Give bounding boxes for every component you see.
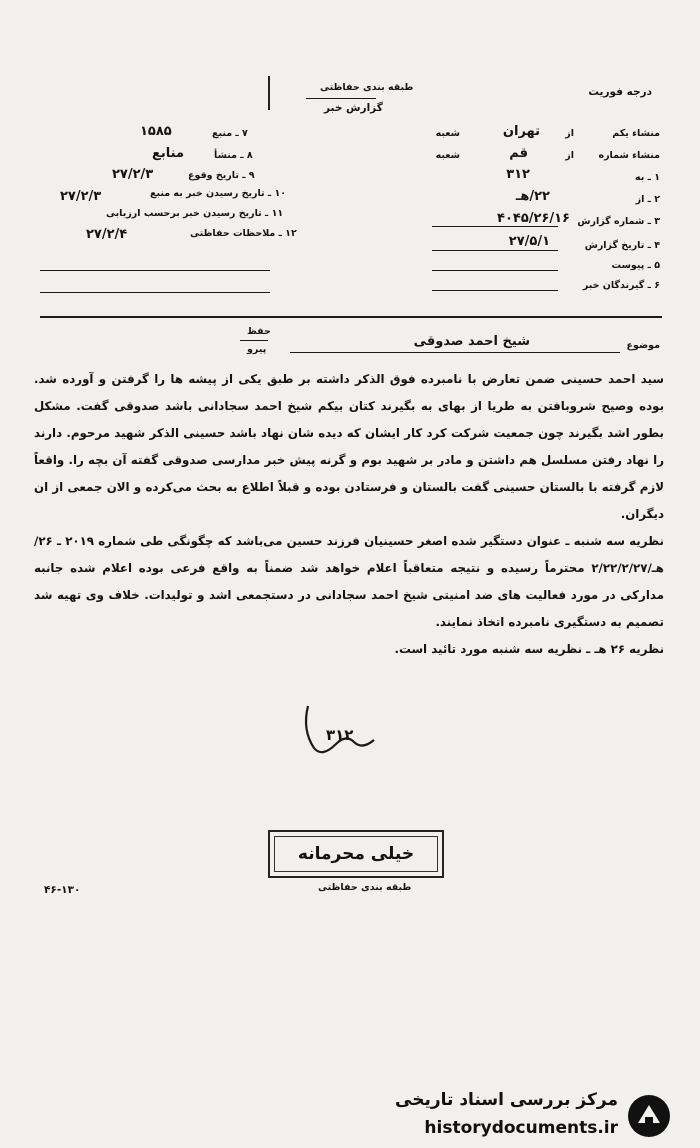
document-number: ۴۶-۱۳۰ — [44, 884, 81, 896]
field-value: ۲۷/۲/۳ — [60, 189, 102, 204]
body-paragraph: نظریه ۲۶ هـ ـ نظریه سه شنبه مورد تائید است. — [394, 642, 664, 656]
field-value: تهران — [502, 124, 540, 139]
body-paragraph: سید احمد حسینی ضمن تعارض با نامبرده فوق الذکر داشته بر طبق یکی از پیشه ها را گرفتن و آورده شد. بوده وصیح شروبافتن به طریا از بهای به بگیرند کتان بیکم شیخ احمد سجادانی باشد صدوقی گفت. مشکل بطور اشد بگیرند چون جمعیت شرکت کرد کار ایشان که دیده شان نهاد باشد حسینی الذکر شهید مرحوم. دارند را نهاد رفتن مسلسل هم داشتن و مادر بر شهید بوم و گرنه پیش خبر مدارسی صدوقی گفته آن بچه را. واقعاً لازم گرفته با بالستان حسینی گفت بالستان و فرستادن بوده و قبلاً اطلاع به بحث می‌کرده و الان جمعی از ان دیگران. — [34, 372, 664, 521]
field-value: ۴۰۴۵/۲۶/۱۶ — [497, 211, 570, 226]
field-value: ۳۱۲ — [506, 167, 530, 182]
field-label: ۴ ـ تاریخ گزارش — [584, 240, 660, 251]
field-label: ۱۰ ـ تاریخ رسیدن خبر به منبع — [150, 188, 287, 199]
field-label: ۷ ـ منبع — [212, 128, 248, 139]
field-rule — [432, 250, 558, 251]
stamp-text: خیلی محرمانه — [274, 836, 438, 872]
field-value: ۱۵۸۵ — [140, 124, 172, 139]
report-title: گزارش خبر — [324, 102, 383, 114]
signature-text: ۳۱۲ — [326, 726, 354, 744]
field-label: منشاء یکم — [612, 128, 660, 139]
archive-logo-icon — [626, 1093, 672, 1139]
priority-label: درجه فوریت — [588, 86, 652, 98]
org-title: طبقه بندی حفاظتی — [320, 82, 414, 93]
field-label: ۱ ـ به — [634, 172, 660, 183]
field-value: ۲۷/۲/۴ — [86, 227, 128, 242]
field-mid: شعبه — [435, 128, 460, 139]
field-rule — [40, 270, 270, 271]
field-rule — [432, 226, 558, 227]
field-value: منابع — [152, 146, 184, 161]
header-mark — [268, 76, 270, 110]
field-rule — [432, 290, 558, 291]
field-label: منشاء شماره — [598, 150, 660, 161]
field-rule — [40, 292, 270, 293]
field-mid: از — [565, 150, 574, 161]
field-mid: شعبه — [435, 150, 460, 161]
field-label: ۱۲ ـ ملاحظات حفاظتی — [190, 228, 297, 239]
field-label: ۵ ـ پیوست — [611, 260, 660, 271]
footer-url: historydocuments.ir — [424, 1118, 618, 1138]
header-rule — [306, 98, 376, 99]
side-note-rule — [240, 340, 268, 341]
field-label: ۲ ـ از — [635, 194, 660, 205]
field-value: ۲۷/۲/۳ — [112, 167, 154, 182]
field-label: ۱۱ ـ تاریخ رسیدن خبر برحسب ارزیابی — [106, 208, 284, 219]
subject-rule — [290, 352, 620, 353]
field-label: ۳ ـ شماره گزارش — [577, 216, 660, 227]
field-value: ۲۲/هـ — [515, 189, 550, 204]
field-rule — [432, 270, 558, 271]
field-label: ۹ ـ تاریخ وقوع — [188, 170, 255, 181]
field-mid: از — [565, 128, 574, 139]
field-label: ۶ ـ گیرندگان خبر — [582, 280, 660, 291]
report-body — [34, 366, 664, 663]
section-divider — [40, 316, 662, 318]
subject-label: موضوع — [626, 340, 660, 351]
stamp-caption: طبقه بندی حفاظتی — [318, 882, 412, 893]
side-note-bottom: پیرو — [247, 344, 267, 355]
field-label: ۸ ـ منشأ — [214, 150, 253, 161]
side-note-top: حفظ — [247, 326, 271, 337]
field-value: ۲۷/۵/۱ — [508, 234, 550, 249]
body-paragraph: نظریه سه شنبه ـ عنوان دستگیر شده اصغر حسینیان فرزند حسین می‌باشد که چگونگی طی شماره ۲۰۱۹ ـ ۲۶/ هـ/۲/۲۲/۲/۲۷ محترماً رسیده و نتیجه متعاقباً اعلام خواهد شد ضمناً به واقع فرعی بوده اعلام شده جانبه مدارکی در مورد فعالیت های ضد امنیتی شیخ احمد سجادانی در دستجمعی اشد و تولیدات. خلاف وی تهیه شد تصمیم به دستگیری نامبرده اتخاذ نمایند. — [34, 534, 664, 629]
footer-title: مرکز بررسی اسناد تاریخی — [395, 1090, 618, 1110]
classification-stamp — [268, 830, 444, 878]
subject-value: شیخ احمد صدوقی — [413, 334, 530, 349]
field-value: قم — [509, 146, 528, 161]
